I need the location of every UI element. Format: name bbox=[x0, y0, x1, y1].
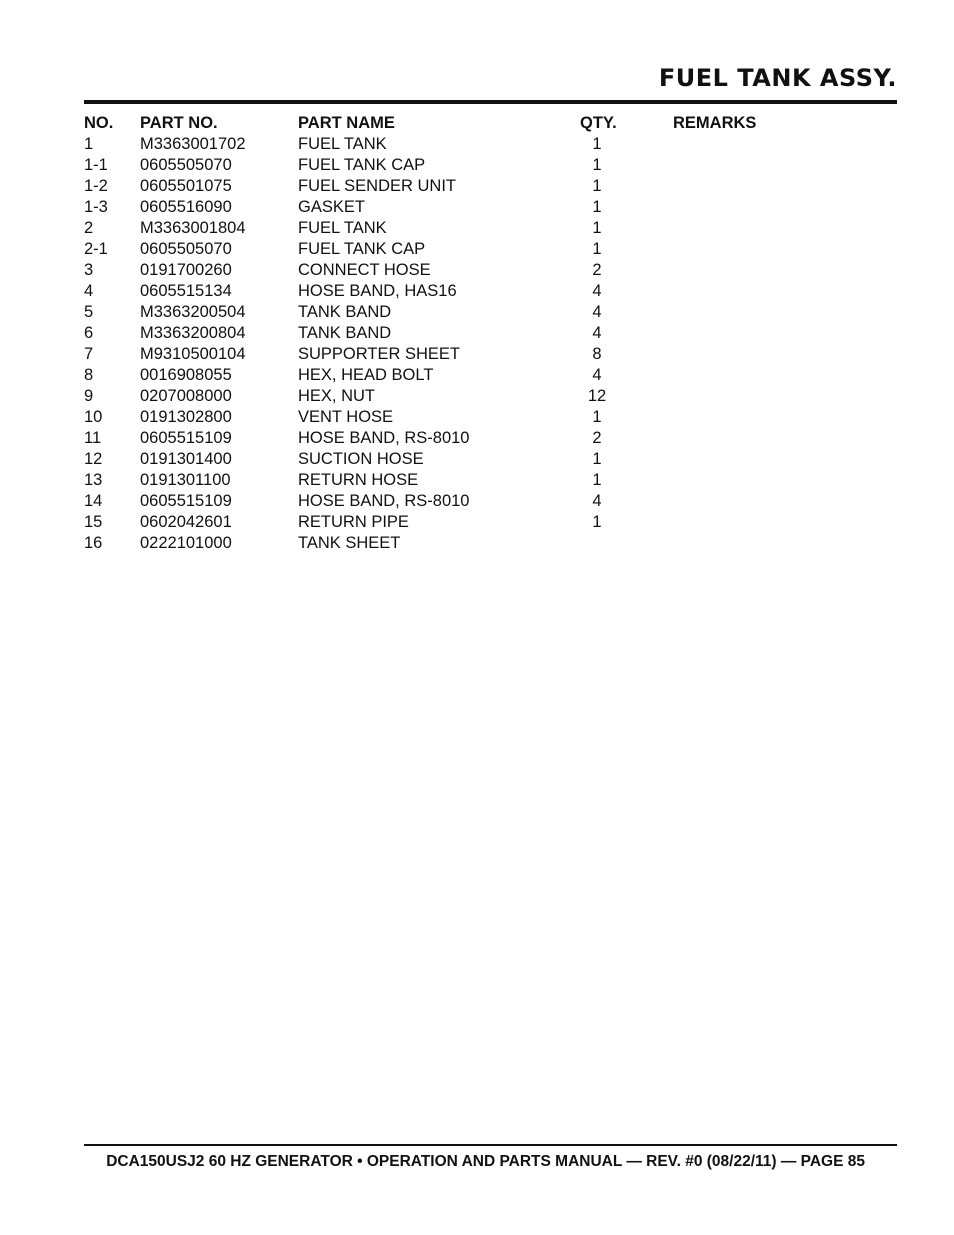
cell-part-no: 0191302800 bbox=[140, 408, 232, 426]
table-row bbox=[84, 407, 784, 428]
cell-part-no: 0605501075 bbox=[140, 177, 232, 195]
cell-part-no: 0191301400 bbox=[140, 450, 232, 468]
cell-part-no: 0191301100 bbox=[140, 471, 231, 489]
parts-table bbox=[84, 113, 784, 554]
table-row bbox=[84, 512, 784, 533]
cell-part-no: 0605515134 bbox=[140, 282, 232, 300]
page-title: FUEL TANK ASSY. bbox=[658, 64, 897, 92]
cell-no: 2 bbox=[84, 219, 94, 237]
cell-part-no: 0222101000 bbox=[140, 534, 232, 552]
cell-part-name: SUCTION HOSE bbox=[298, 450, 424, 468]
cell-part-name: TANK SHEET bbox=[298, 534, 401, 552]
cell-qty: 4 bbox=[592, 492, 602, 510]
cell-part-name: VENT HOSE bbox=[298, 408, 394, 426]
cell-part-no: 0605505070 bbox=[140, 240, 232, 258]
cell-no: 2-1 bbox=[84, 240, 108, 258]
table-row bbox=[84, 491, 784, 512]
cell-part-no: 0191700260 bbox=[140, 261, 232, 279]
table-row bbox=[84, 197, 784, 218]
cell-no: 12 bbox=[84, 450, 103, 468]
cell-qty: 1 bbox=[592, 408, 602, 426]
cell-part-no: 0605505070 bbox=[140, 156, 232, 174]
table-row bbox=[84, 260, 784, 281]
table-row bbox=[84, 470, 784, 491]
cell-qty: 1 bbox=[592, 471, 602, 489]
cell-part-name: GASKET bbox=[298, 198, 365, 216]
cell-part-no: 0602042601 bbox=[140, 513, 232, 531]
cell-part-no: M3363200504 bbox=[140, 303, 246, 321]
cell-qty: 1 bbox=[592, 450, 602, 468]
cell-no: 8 bbox=[84, 366, 94, 384]
table-row bbox=[84, 176, 784, 197]
cell-qty: 1 bbox=[592, 513, 602, 531]
cell-part-no: M3363001804 bbox=[140, 219, 246, 237]
cell-qty: 8 bbox=[592, 345, 602, 363]
table-row bbox=[84, 239, 784, 260]
cell-part-name: HOSE BAND, HAS16 bbox=[298, 282, 457, 300]
header-qty: QTY. bbox=[580, 114, 617, 132]
cell-qty: 1 bbox=[592, 135, 602, 153]
cell-part-name: FUEL TANK CAP bbox=[298, 156, 426, 174]
cell-part-name: FUEL TANK CAP bbox=[298, 240, 426, 258]
cell-qty: 1 bbox=[592, 219, 602, 237]
table-row bbox=[84, 281, 784, 302]
cell-part-no: 0207008000 bbox=[140, 387, 232, 405]
cell-part-name: RETURN PIPE bbox=[298, 513, 409, 531]
header-no: NO. bbox=[84, 114, 114, 132]
cell-no: 1-3 bbox=[84, 198, 108, 216]
title-divider bbox=[84, 100, 897, 104]
cell-no: 5 bbox=[84, 303, 94, 321]
cell-part-name: FUEL TANK bbox=[298, 219, 387, 237]
cell-part-name: HOSE BAND, RS-8010 bbox=[298, 492, 470, 510]
cell-part-no: 0016908055 bbox=[140, 366, 232, 384]
cell-no: 4 bbox=[84, 282, 94, 300]
cell-qty: 4 bbox=[592, 282, 602, 300]
cell-no: 16 bbox=[84, 534, 103, 552]
cell-part-no: M9310500104 bbox=[140, 345, 246, 363]
cell-part-no: M3363200804 bbox=[140, 324, 246, 342]
cell-qty: 2 bbox=[592, 261, 602, 279]
table-header-row bbox=[84, 113, 784, 134]
cell-no: 13 bbox=[84, 471, 103, 489]
cell-part-name: FUEL SENDER UNIT bbox=[298, 177, 456, 195]
page-footer: DCA150USJ2 60 HZ GENERATOR • OPERATION AND PARTS MANUAL — REV. #0 (08/22/11) — PAGE 85 bbox=[106, 1153, 865, 1170]
footer-divider bbox=[84, 1144, 897, 1146]
table-row bbox=[84, 428, 784, 449]
header-part-no: PART NO. bbox=[140, 114, 218, 132]
cell-part-name: HEX, NUT bbox=[298, 387, 376, 405]
header-part-name: PART NAME bbox=[298, 114, 395, 132]
table-row bbox=[84, 302, 784, 323]
cell-no: 14 bbox=[84, 492, 103, 510]
cell-part-name: RETURN HOSE bbox=[298, 471, 419, 489]
table-body bbox=[84, 134, 784, 554]
cell-no: 7 bbox=[84, 345, 94, 363]
cell-qty: 1 bbox=[592, 240, 602, 258]
cell-part-name: CONNECT HOSE bbox=[298, 261, 431, 279]
cell-no: 9 bbox=[84, 387, 94, 405]
table-row bbox=[84, 218, 784, 239]
cell-qty: 4 bbox=[592, 324, 602, 342]
header-remarks: REMARKS bbox=[673, 114, 757, 132]
cell-qty: 1 bbox=[592, 177, 602, 195]
cell-qty: 4 bbox=[592, 366, 602, 384]
cell-part-no: 0605515109 bbox=[140, 429, 232, 447]
cell-no: 6 bbox=[84, 324, 94, 342]
cell-part-name: FUEL TANK bbox=[298, 135, 387, 153]
cell-part-no: M3363001702 bbox=[140, 135, 246, 153]
table-row bbox=[84, 365, 784, 386]
cell-part-no: 0605516090 bbox=[140, 198, 232, 216]
table-row bbox=[84, 155, 784, 176]
table-row bbox=[84, 386, 784, 407]
cell-part-name: TANK BAND bbox=[298, 324, 392, 342]
cell-qty: 2 bbox=[592, 429, 602, 447]
cell-no: 3 bbox=[84, 261, 94, 279]
cell-no: 10 bbox=[84, 408, 103, 426]
table-row bbox=[84, 449, 784, 470]
cell-no: 1-2 bbox=[84, 177, 108, 195]
cell-part-name: TANK BAND bbox=[298, 303, 392, 321]
cell-qty: 1 bbox=[592, 198, 602, 216]
table-row bbox=[84, 344, 784, 365]
cell-no: 1-1 bbox=[84, 156, 108, 174]
cell-no: 15 bbox=[84, 513, 103, 531]
cell-qty: 1 bbox=[592, 156, 602, 174]
table-row bbox=[84, 134, 784, 155]
cell-part-name: HEX, HEAD BOLT bbox=[298, 366, 434, 384]
cell-part-name: SUPPORTER SHEET bbox=[298, 345, 460, 363]
cell-part-name: HOSE BAND, RS-8010 bbox=[298, 429, 470, 447]
cell-part-no: 0605515109 bbox=[140, 492, 232, 510]
cell-no: 1 bbox=[84, 135, 94, 153]
cell-qty: 4 bbox=[592, 303, 602, 321]
table-row bbox=[84, 323, 784, 344]
table-row bbox=[84, 533, 784, 554]
cell-qty: 12 bbox=[587, 387, 607, 405]
cell-no: 11 bbox=[84, 429, 102, 447]
